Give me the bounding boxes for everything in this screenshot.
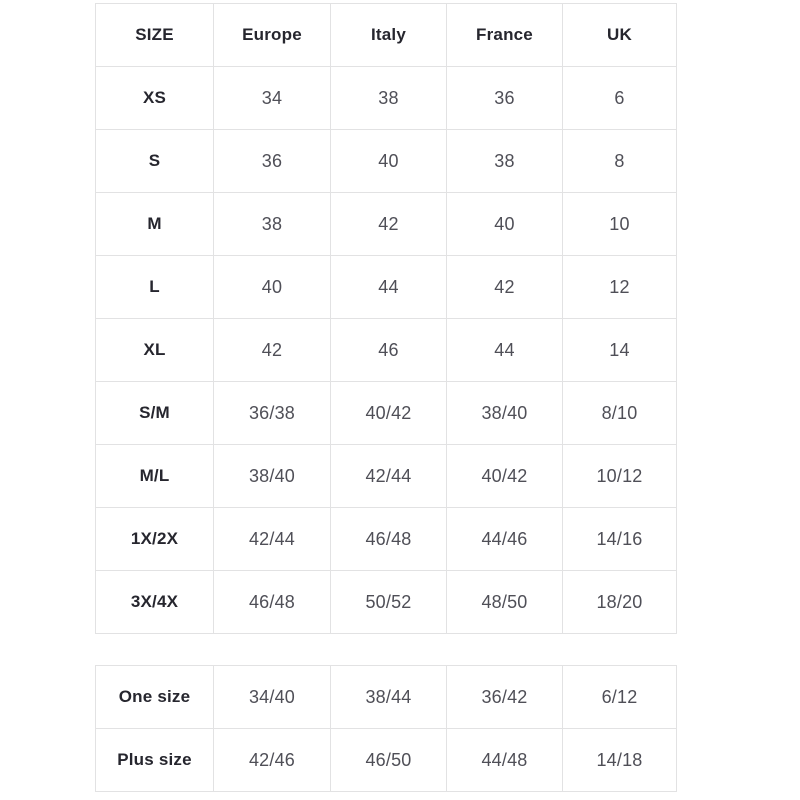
table-row — [96, 729, 677, 792]
table-row — [96, 319, 677, 382]
table-row — [96, 445, 677, 508]
size-label: S — [96, 130, 214, 193]
size-value: 42/46 — [214, 729, 331, 792]
size-value: 46/48 — [214, 571, 331, 634]
size-value: 10 — [563, 193, 677, 256]
size-value: 44/48 — [447, 729, 563, 792]
size-value: 34/40 — [214, 666, 331, 729]
table-row — [96, 256, 677, 319]
size-value: 14/16 — [563, 508, 677, 571]
size-label: M/L — [96, 445, 214, 508]
special-sizes-table — [95, 665, 677, 792]
size-value: 40/42 — [331, 382, 447, 445]
size-value: 38 — [214, 193, 331, 256]
size-value: 50/52 — [331, 571, 447, 634]
size-value: 48/50 — [447, 571, 563, 634]
size-label: L — [96, 256, 214, 319]
size-value: 44 — [447, 319, 563, 382]
size-value: 46/50 — [331, 729, 447, 792]
size-value: 36 — [214, 130, 331, 193]
size-label: S/M — [96, 382, 214, 445]
table-row — [96, 666, 677, 729]
size-value: 38/40 — [447, 382, 563, 445]
size-value: 38 — [447, 130, 563, 193]
size-value: 12 — [563, 256, 677, 319]
size-label: M — [96, 193, 214, 256]
size-label: 1X/2X — [96, 508, 214, 571]
size-value: 36/42 — [447, 666, 563, 729]
size-label: 3X/4X — [96, 571, 214, 634]
size-label: XL — [96, 319, 214, 382]
size-value: 38 — [331, 67, 447, 130]
size-value: 34 — [214, 67, 331, 130]
size-value: 36/38 — [214, 382, 331, 445]
table-row — [96, 508, 677, 571]
size-value: 18/20 — [563, 571, 677, 634]
size-value: 40/42 — [447, 445, 563, 508]
size-label: Plus size — [96, 729, 214, 792]
size-value: 36 — [447, 67, 563, 130]
size-value: 6/12 — [563, 666, 677, 729]
column-header-italy: Italy — [331, 4, 447, 67]
size-value: 42 — [447, 256, 563, 319]
size-value: 42 — [214, 319, 331, 382]
size-value: 14/18 — [563, 729, 677, 792]
size-value: 42/44 — [214, 508, 331, 571]
header-row — [96, 4, 677, 67]
size-value: 42/44 — [331, 445, 447, 508]
size-value: 46/48 — [331, 508, 447, 571]
size-value: 6 — [563, 67, 677, 130]
size-label: One size — [96, 666, 214, 729]
size-value: 38/40 — [214, 445, 331, 508]
size-conversion-table — [95, 3, 677, 634]
column-header-uk: UK — [563, 4, 677, 67]
size-value: 46 — [331, 319, 447, 382]
column-header-size: SIZE — [96, 4, 214, 67]
size-value: 8/10 — [563, 382, 677, 445]
size-value: 44 — [331, 256, 447, 319]
table-row — [96, 67, 677, 130]
size-value: 44/46 — [447, 508, 563, 571]
table-row — [96, 382, 677, 445]
table-row — [96, 571, 677, 634]
size-value: 42 — [331, 193, 447, 256]
size-value: 40 — [331, 130, 447, 193]
size-value: 40 — [447, 193, 563, 256]
size-label: XS — [96, 67, 214, 130]
size-value: 10/12 — [563, 445, 677, 508]
size-value: 8 — [563, 130, 677, 193]
size-value: 40 — [214, 256, 331, 319]
size-value: 38/44 — [331, 666, 447, 729]
table-row — [96, 193, 677, 256]
size-value: 14 — [563, 319, 677, 382]
table-row — [96, 130, 677, 193]
column-header-france: France — [447, 4, 563, 67]
column-header-europe: Europe — [214, 4, 331, 67]
